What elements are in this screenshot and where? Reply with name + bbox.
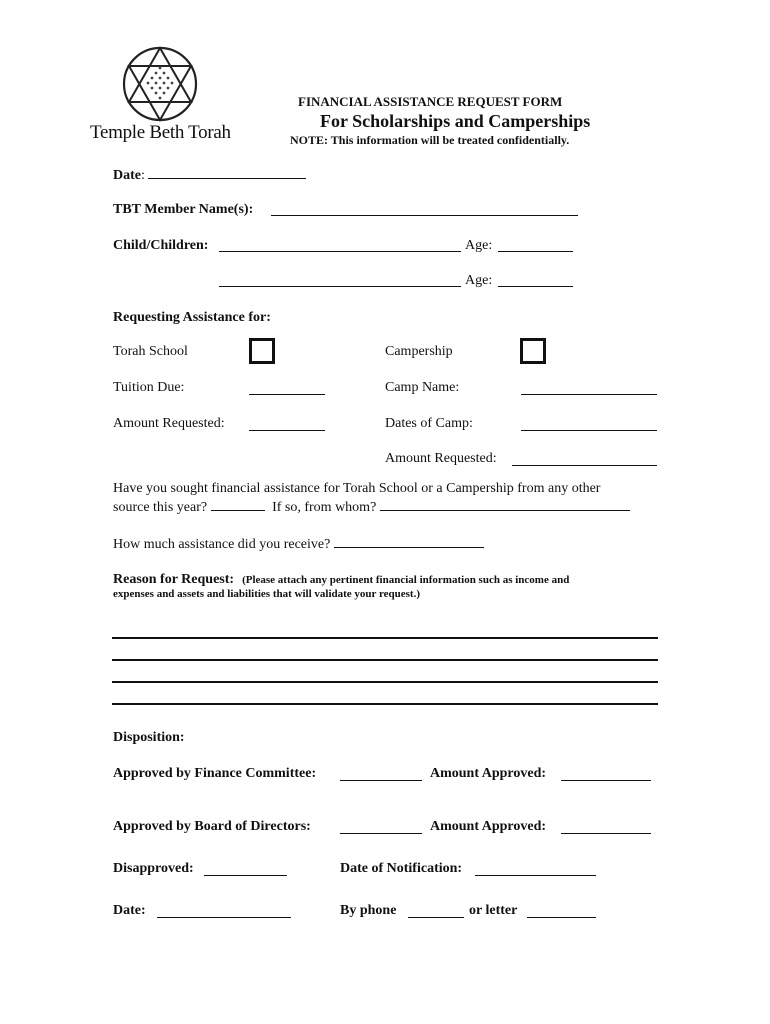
reason-row — [113, 570, 569, 588]
amount-requested-field-right[interactable] — [512, 465, 657, 466]
date-row — [113, 166, 306, 184]
how-much-row — [113, 535, 484, 553]
how-much-label: How much assistance did you receive? — [113, 537, 331, 552]
from-whom-field[interactable] — [380, 498, 630, 511]
children-label: Child/Children: — [113, 238, 209, 253]
how-much-field[interactable] — [334, 535, 484, 548]
form-subtitle: For Scholarships and Camperships — [320, 111, 591, 131]
amount-approved-field-2[interactable] — [561, 833, 651, 834]
reason-line-2[interactable] — [112, 659, 658, 661]
amount-requested-label-right: Amount Requested: — [385, 451, 497, 466]
source-this-year-label: source this year? — [113, 500, 208, 515]
age-label-1: Age: — [465, 238, 493, 253]
approved-finance-field[interactable] — [340, 780, 422, 781]
reason-line-4[interactable] — [112, 703, 658, 705]
tuition-due-label: Tuition Due: — [113, 380, 185, 395]
date-label: Date — [113, 168, 141, 183]
reason-detail-line2: expenses and assets and liabilities that will validate your request.) — [113, 588, 421, 600]
disapproved-label: Disapproved: — [113, 861, 194, 876]
date-colon: : — [141, 168, 145, 183]
date-notification-label: Date of Notification: — [340, 861, 463, 876]
disposition-heading: Disposition: — [113, 730, 185, 745]
child-name-field-1[interactable] — [219, 251, 461, 252]
amount-requested-field-left[interactable] — [249, 430, 325, 431]
tuition-due-field[interactable] — [249, 394, 325, 395]
requesting-heading: Requesting Assistance for: — [113, 310, 271, 325]
amount-approved-field-1[interactable] — [561, 780, 651, 781]
reason-line-3[interactable] — [112, 681, 658, 683]
dates-of-camp-field[interactable] — [521, 430, 657, 431]
date-notification-field[interactable] — [475, 875, 596, 876]
form-title: FINANCIAL ASSISTANCE REQUEST FORM — [298, 94, 563, 109]
reason-detail-line1: (Please attach any pertinent financial information such as income and — [242, 574, 570, 586]
reason-line-1[interactable] — [112, 637, 658, 639]
sought-assistance-question: Have you sought financial assistance for Torah School or a Campership from any other — [113, 481, 601, 496]
star-of-david-icon — [118, 42, 202, 126]
by-phone-field[interactable] — [408, 917, 464, 918]
campership-label: Campership — [385, 344, 453, 359]
by-phone-label: By phone — [340, 903, 397, 918]
age-field-1[interactable] — [498, 251, 573, 252]
torah-school-label: Torah School — [113, 344, 188, 359]
age-field-2[interactable] — [498, 286, 573, 287]
approved-board-label: Approved by Board of Directors: — [113, 819, 311, 834]
sought-source-row — [113, 498, 630, 516]
confidential-note: NOTE: This information will be treated confidentially. — [290, 133, 570, 147]
child-name-field-2[interactable] — [219, 286, 461, 287]
disposition-date-label: Date: — [113, 903, 146, 918]
disposition-date-field[interactable] — [157, 917, 291, 918]
member-label: TBT Member Name(s): — [113, 202, 254, 217]
or-letter-label: or letter — [469, 903, 518, 918]
or-letter-field[interactable] — [527, 917, 596, 918]
dates-of-camp-label: Dates of Camp: — [385, 416, 473, 431]
date-field[interactable] — [148, 166, 306, 179]
approved-board-field[interactable] — [340, 833, 422, 834]
source-this-year-field[interactable] — [211, 498, 265, 511]
disapproved-field[interactable] — [204, 875, 287, 876]
approved-finance-label: Approved by Finance Committee: — [113, 766, 317, 781]
campership-checkbox[interactable] — [520, 338, 546, 364]
camp-name-field[interactable] — [521, 394, 657, 395]
amount-requested-label-left: Amount Requested: — [113, 416, 225, 431]
org-name: Temple Beth Torah — [90, 122, 231, 143]
from-whom-label: If so, from whom? — [272, 500, 377, 515]
camp-name-label: Camp Name: — [385, 380, 460, 395]
member-name-field[interactable] — [271, 215, 578, 216]
torah-school-checkbox[interactable] — [249, 338, 275, 364]
amount-approved-label-1: Amount Approved: — [430, 766, 547, 781]
reason-label: Reason for Request: — [113, 572, 235, 587]
age-label-2: Age: — [465, 273, 493, 288]
amount-approved-label-2: Amount Approved: — [430, 819, 547, 834]
